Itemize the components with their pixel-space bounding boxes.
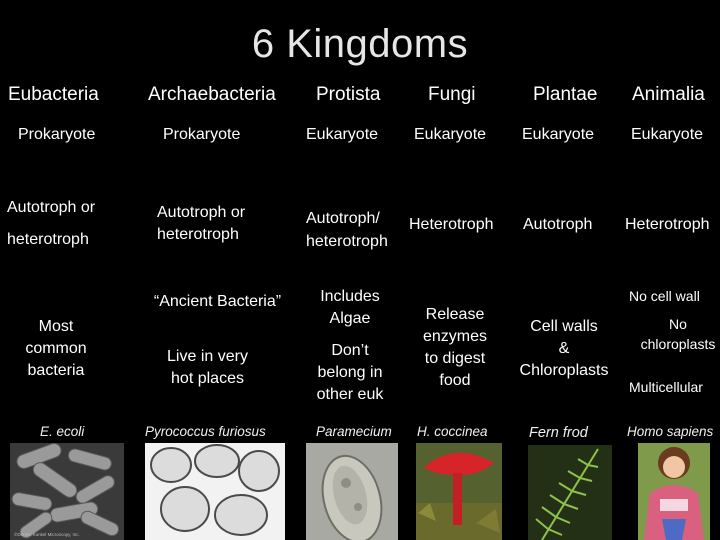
notes-eubacteria-line: Most <box>38 318 74 335</box>
notes-eubacteria <box>6 316 106 382</box>
nutrition-protista-line2: heterotroph <box>306 233 388 250</box>
notes-archaebacteria-line: Live in very <box>167 348 248 365</box>
celltype-archaebacteria: Prokaryote <box>163 126 241 143</box>
notes-protista-line: other euk <box>316 386 384 403</box>
notes-fungi-line: to digest <box>424 350 486 367</box>
notes-animalia-cellwall: No cell wall <box>629 288 700 304</box>
example-protista: Paramecium <box>316 424 392 439</box>
notes-protista-line: Algae <box>329 310 371 327</box>
notes-eubacteria-line: common <box>25 340 87 357</box>
example-archaebacteria: Pyrococcus furiosus <box>145 424 266 439</box>
nutrition-plantae: Autotroph <box>523 216 593 233</box>
pyrococcus-micrograph <box>145 443 285 540</box>
nutrition-eubacteria-line1: Autotroph or <box>7 199 96 216</box>
notes-plantae-line: Chloroplasts <box>519 362 609 379</box>
notes-fungi-line: enzymes <box>422 328 488 345</box>
ecoli-micrograph <box>10 443 124 540</box>
example-plantae: Fern frod <box>529 425 588 441</box>
example-eubacteria: E. ecoli <box>40 424 85 439</box>
notes-animalia-line: No <box>669 316 687 332</box>
notes-archaebacteria-line: hot places <box>171 370 244 387</box>
person-photo <box>638 443 710 540</box>
notes-protista-line: Includes <box>320 288 380 305</box>
notes-animalia-chloroplasts <box>630 314 720 354</box>
celltype-eubacteria: Prokaryote <box>18 126 96 143</box>
nutrition-eubacteria-line2: heterotroph <box>7 231 89 248</box>
mushroom-photo <box>416 443 502 540</box>
header-eubacteria: Eubacteria <box>8 84 99 105</box>
example-fungi: H. coccinea <box>417 424 488 439</box>
notes-protista-line: Don’t <box>331 342 369 359</box>
header-archaebacteria: Archaebacteria <box>148 84 276 105</box>
notes-fungi <box>405 304 505 392</box>
celltype-animalia: Eukaryote <box>631 126 704 143</box>
notes-protista-b <box>300 340 400 406</box>
notes-protista-a <box>300 286 400 330</box>
header-animalia: Animalia <box>632 84 705 105</box>
nutrition-archaebacteria-line2: heterotroph <box>157 226 239 243</box>
nutrition-fungi: Heterotroph <box>409 216 494 233</box>
nutrition-archaebacteria-line1: Autotroph or <box>157 204 246 221</box>
notes-plantae-line: & <box>558 340 570 357</box>
notes-protista-line: belong in <box>317 364 383 381</box>
header-fungi: Fungi <box>428 84 476 105</box>
ecoli-image-caption: ©Dennis Kunkel Microscopy, Inc. <box>14 532 80 537</box>
notes-plantae <box>511 316 617 382</box>
notes-fungi-line: Release <box>425 306 485 323</box>
celltype-fungi: Eukaryote <box>414 126 487 143</box>
header-plantae: Plantae <box>533 84 598 105</box>
example-animalia: Homo sapiens <box>627 424 714 439</box>
fern-photo <box>528 445 612 540</box>
notes-archaebacteria <box>140 346 275 390</box>
notes-fungi-line: food <box>439 372 471 389</box>
notes-animalia-multicellular: Multicellular <box>629 379 703 395</box>
celltype-plantae: Eukaryote <box>522 126 595 143</box>
notes-eubacteria-line: bacteria <box>27 362 85 379</box>
nutrition-protista-line1: Autotroph/ <box>306 210 380 227</box>
slide-title: 6 Kingdoms <box>251 22 469 66</box>
paramecium-micrograph <box>306 443 398 540</box>
notes-archaebacteria-quote: “Ancient Bacteria” <box>153 293 282 310</box>
nutrition-animalia: Heterotroph <box>625 216 710 233</box>
celltype-protista: Eukaryote <box>306 126 379 143</box>
notes-animalia-line: chloroplasts <box>640 336 716 352</box>
notes-plantae-line: Cell walls <box>530 318 598 335</box>
header-protista: Protista <box>316 84 381 105</box>
